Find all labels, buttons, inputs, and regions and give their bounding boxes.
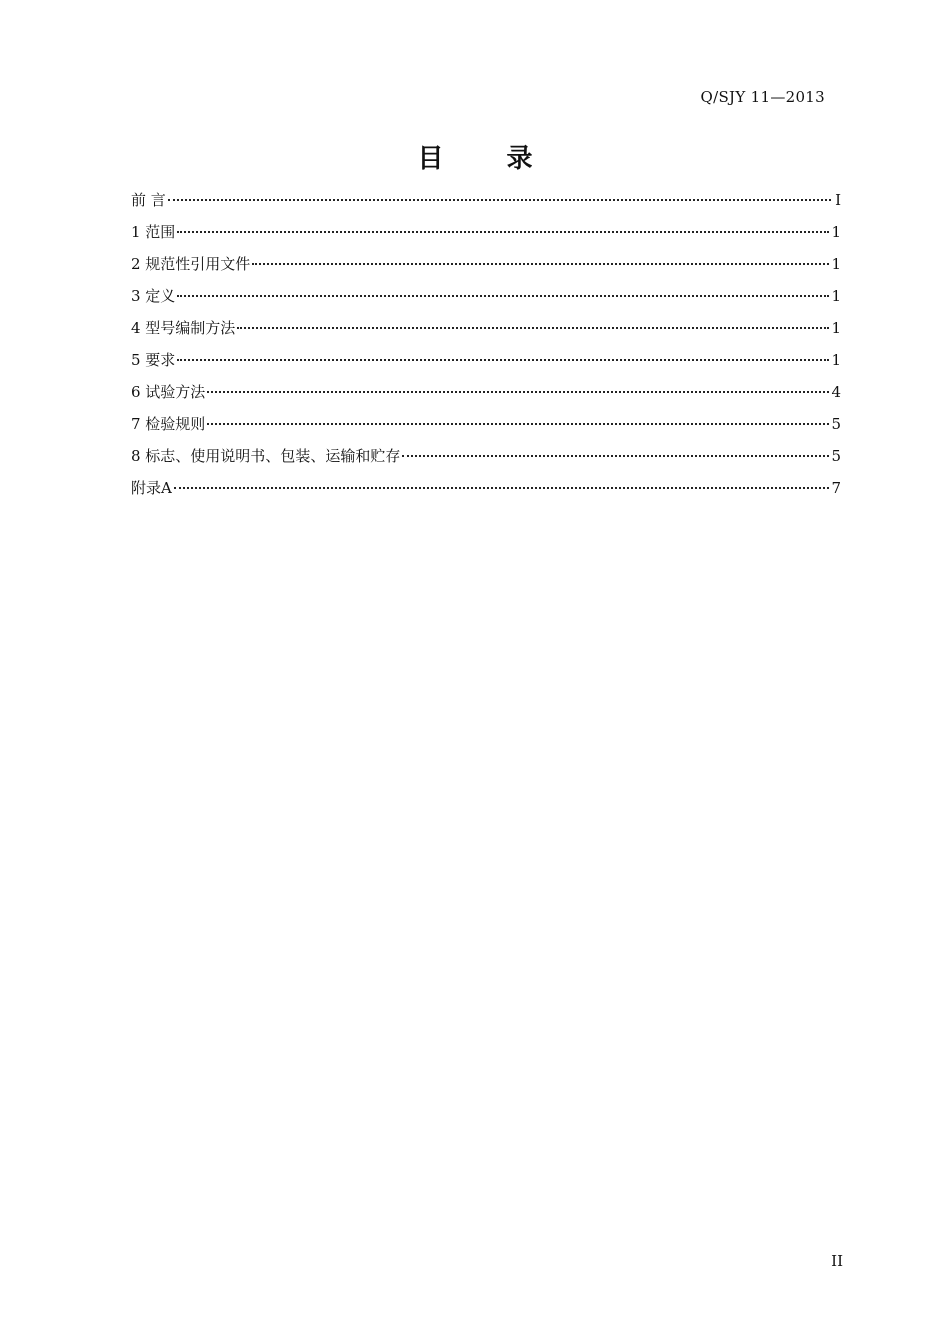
toc-entry-label: 8 标志、使用说明书、包装、运输和贮存 xyxy=(131,447,401,465)
toc-entry-requirements[interactable] xyxy=(131,344,841,376)
toc-leader-dots xyxy=(252,262,829,265)
toc-entry-label: 附录A xyxy=(131,479,172,497)
page-title xyxy=(0,138,950,175)
toc-entry-normative-references[interactable] xyxy=(131,248,841,280)
toc-entry-page: I xyxy=(835,191,841,209)
toc-leader-dots xyxy=(402,454,829,457)
toc-entry-label: 7 检验规则 xyxy=(131,415,206,433)
toc-entry-foreword[interactable] xyxy=(131,184,841,216)
toc-entry-page: 4 xyxy=(831,383,841,401)
toc-entry-page: 1 xyxy=(831,351,841,369)
toc-entry-label: 1 范围 xyxy=(131,223,176,241)
toc-entry-appendix-a[interactable] xyxy=(131,472,841,504)
toc-leader-dots xyxy=(168,198,831,201)
toc-leader-dots xyxy=(177,294,829,297)
toc-entry-label: 6 试验方法 xyxy=(131,383,206,401)
toc-entry-scope[interactable] xyxy=(131,216,841,248)
toc-entry-marking-packaging[interactable] xyxy=(131,440,841,472)
toc-entry-label: 2 规范性引用文件 xyxy=(131,255,251,273)
toc-leader-dots xyxy=(207,390,829,393)
toc-entry-page: 5 xyxy=(831,447,841,465)
toc-entry-label: 4 型号编制方法 xyxy=(131,319,236,337)
table-of-contents xyxy=(131,184,841,504)
toc-entry-label: 5 要求 xyxy=(131,351,176,369)
standard-code: Q/SJY 11—2013 xyxy=(700,88,825,106)
toc-entry-label: 前 言 xyxy=(131,191,166,209)
toc-entry-page: 1 xyxy=(831,255,841,273)
toc-entry-page: 7 xyxy=(831,479,841,497)
toc-leader-dots xyxy=(177,358,829,361)
toc-leader-dots xyxy=(177,230,829,233)
page-title-char-1: 目 xyxy=(417,144,444,174)
toc-entry-test-methods[interactable] xyxy=(131,376,841,408)
toc-entry-page: 1 xyxy=(831,287,841,305)
page-title-char-2: 录 xyxy=(506,144,533,174)
toc-entry-page: 5 xyxy=(831,415,841,433)
toc-entry-definitions[interactable] xyxy=(131,280,841,312)
toc-leader-dots xyxy=(174,486,830,489)
toc-entry-page: 1 xyxy=(831,319,841,337)
toc-entry-model-numbering[interactable] xyxy=(131,312,841,344)
toc-leader-dots xyxy=(207,422,829,425)
toc-entry-inspection-rules[interactable] xyxy=(131,408,841,440)
page-number: II xyxy=(831,1252,843,1270)
toc-entry-label: 3 定义 xyxy=(131,287,176,305)
toc-entry-page: 1 xyxy=(831,223,841,241)
toc-leader-dots xyxy=(237,326,829,329)
